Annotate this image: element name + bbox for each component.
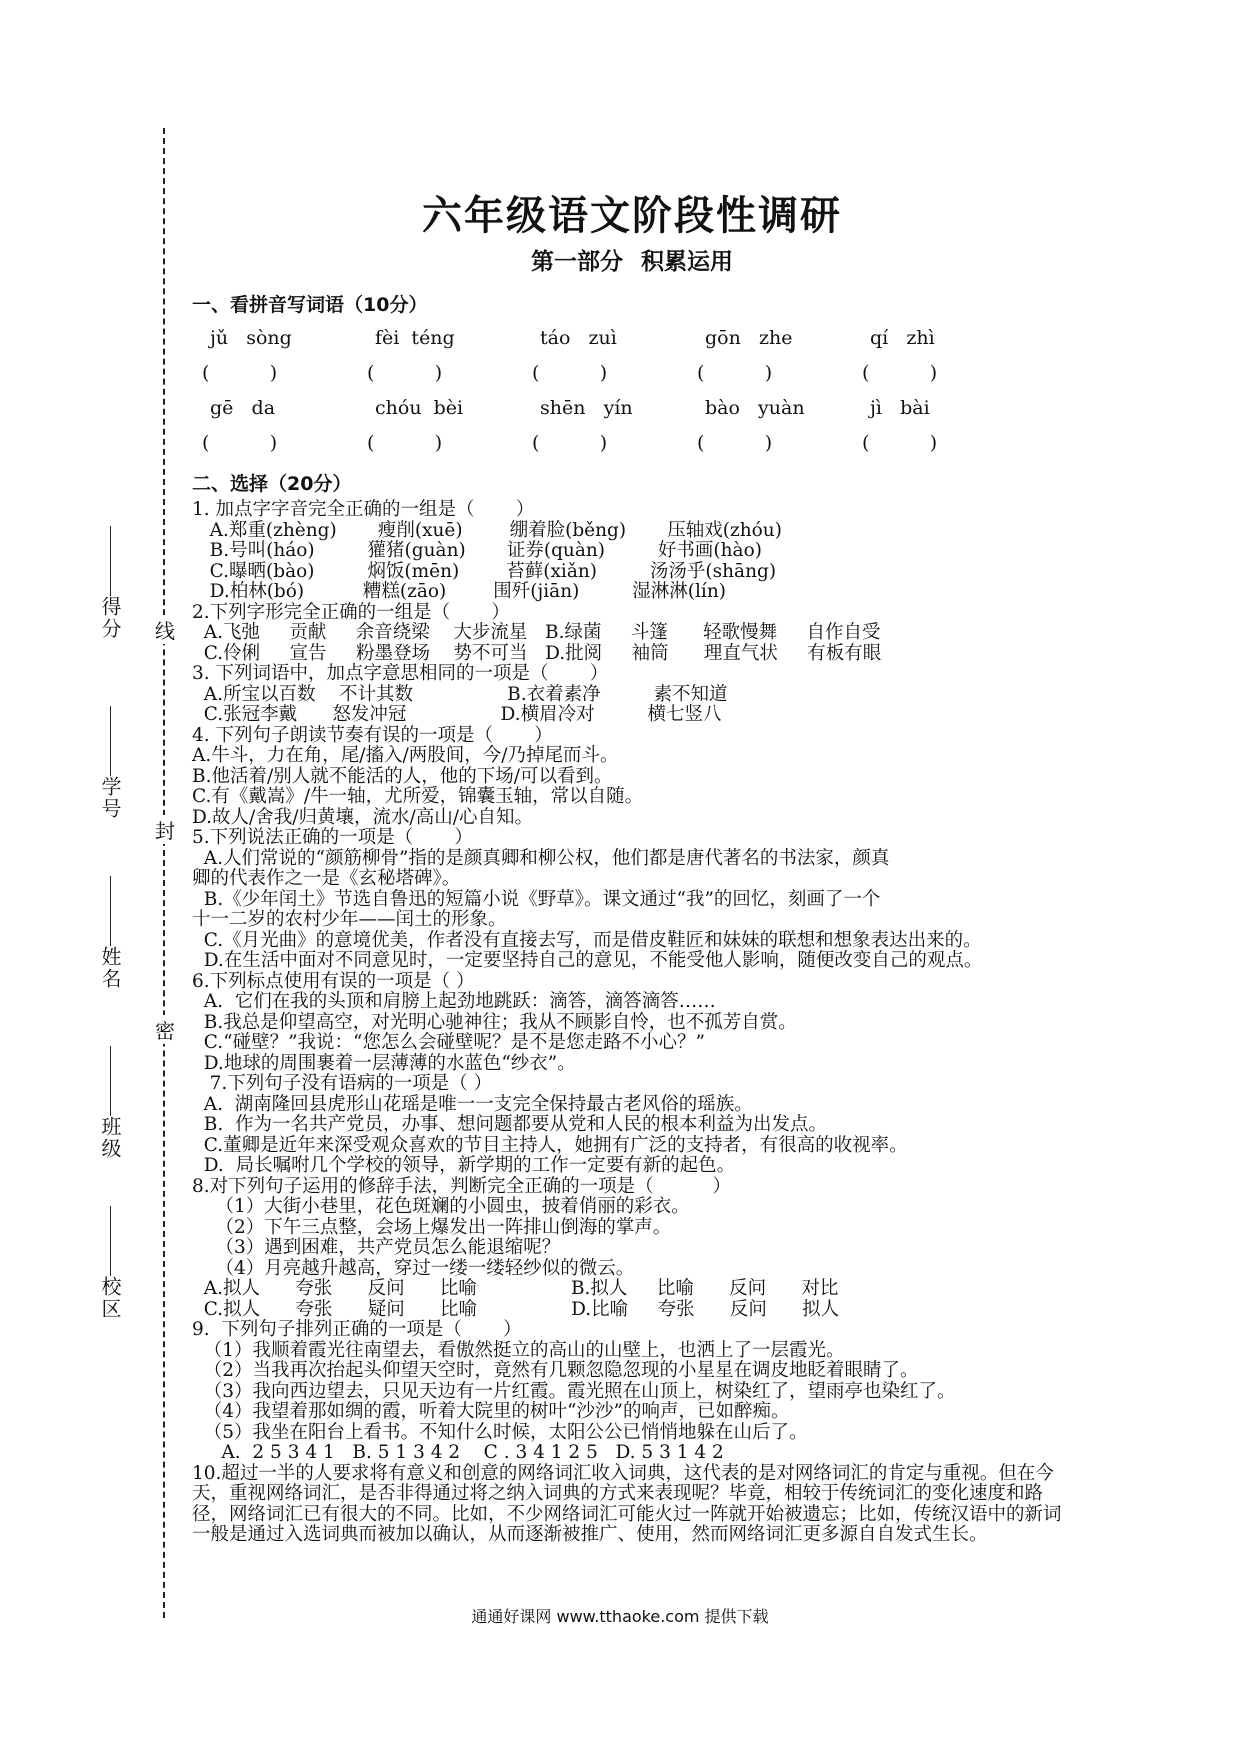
answer-blanks-row-2 xyxy=(192,425,1072,461)
question-line: 5.下列说法正确的一项是（ ） xyxy=(192,827,473,848)
option-line: D.地球的周围裹着一层薄薄的水蓝色“纱衣”。 xyxy=(192,1052,576,1074)
answer-blank[interactable]: ( ) xyxy=(697,432,773,454)
question-line: 4. 下列句子朗读节奏有误的一项是（ ） xyxy=(192,724,553,746)
answer-blank[interactable]: ( ) xyxy=(202,432,278,454)
option-line: B.他活着/别人就不能活的人，他的下场/可以看到。 xyxy=(192,765,613,787)
option-line: （3）遇到困难，共产党员怎么能退缩呢？ xyxy=(192,1237,561,1258)
option-line: A. 湖南隆回县虎形山花瑶是唯一一支完全保持最古老风俗的瑶族。 xyxy=(192,1093,753,1115)
option-line: D.在生活中面对不同意见时，一定要坚持自己的意见，不能受他人影响，随便改变自己的观点。 xyxy=(192,950,983,971)
answer-blank[interactable]: ( ) xyxy=(532,432,608,454)
seal-secret-char: 密 xyxy=(153,1015,177,1044)
pinyin-item: gē da xyxy=(210,397,276,419)
answer-blank[interactable]: ( ) xyxy=(202,362,278,384)
pinyin-item: chóu bèi xyxy=(375,397,464,419)
cut-line xyxy=(163,128,165,1618)
option-line: C.曝晒(bào) 焖饭(mēn) 苔藓(xiǎn) 汤汤乎(shāng) xyxy=(192,560,777,582)
option-line: 卿的代表作之一是《玄秘塔碑》。 xyxy=(192,868,461,889)
option-line: （2）当我再次抬起头仰望天空时，竟然有几颗忽隐忽现的小星星在调皮地眨着眼睛了。 xyxy=(192,1360,919,1381)
option-line: C.“碰壁？”我说：“您怎么会碰壁呢？是不是您走路不小心？” xyxy=(192,1032,705,1053)
download-footer: 通通好课网 www.tthaoke.com 提供下载 xyxy=(471,1607,769,1626)
option-line: C.张冠李戴 怒发冲冠 D.横眉冷对 横七竖八 xyxy=(192,704,722,725)
option-line: （2）下午三点整，会场上爆发出一阵排山倒海的掌声。 xyxy=(192,1216,672,1238)
question-line: 8.对下列句子运用的修辞手法，判断完全正确的一项是（ ） xyxy=(192,1175,731,1197)
option-line: A.飞弛 贡献 余音绕梁 大步流星 B.绿菌 斗篷 轻歌慢舞 自作自受 xyxy=(192,622,881,643)
option-line: A.拟人 夸张 反问 比喻 B.拟人 比喻 反问 对比 xyxy=(192,1278,839,1299)
option-line: C.伶俐 宣告 粉墨登场 势不可当 D.批阅 袖筒 理直气状 有板有眼 xyxy=(192,642,882,664)
option-line: B.《少年闰土》节选自鲁迅的短篇小说《野草》。课文通过“我”的回忆，刻画了一个 xyxy=(192,888,881,910)
option-line: B.号叫(háo) 獾猪(guàn) 证券(quàn) 好书画(hào) xyxy=(192,540,762,561)
option-line: A.郑重(zhèng) 瘦削(xuē) 绷着脸(běng) 压轴戏(zhóu) xyxy=(192,519,782,541)
question-list xyxy=(192,500,1072,1546)
question-line: 9. 下列句子排列正确的一项是（ ） xyxy=(192,1319,522,1340)
option-line: D.故人/舍我/归黄壤，流水/高山/心自知。 xyxy=(192,806,533,828)
student-id-field: 学号 xyxy=(96,700,125,820)
pinyin-item: qí zhì xyxy=(870,327,935,349)
score-field: 得分 xyxy=(96,520,125,640)
answer-blank[interactable]: ( ) xyxy=(532,362,608,384)
option-line: C.董卿是近年来深受观众喜欢的节目主持人，她拥有广泛的支持者，有很高的收视率。 xyxy=(192,1134,908,1156)
option-line: A. 它们在我的头顶和肩膀上起劲地跳跃：滴答，滴答滴答…… xyxy=(192,991,716,1012)
pinyin-item: shēn yín xyxy=(540,397,633,419)
answer-blank[interactable]: ( ) xyxy=(697,362,773,384)
section-1-heading: 一、看拼音写词语（10分） xyxy=(192,294,428,316)
pinyin-item: jì bài xyxy=(870,397,930,419)
option-line: C.有《戴嵩》/牛一轴，尤所爱，锦囊玉轴，常以自随。 xyxy=(192,786,644,807)
option-line: C.《月光曲》的意境优美，作者没有直接去写，而是借皮鞋匠和妹妹的联想和想象表达出来的。 xyxy=(192,929,982,951)
option-line: （4）我望着那如绸的霞，听着大院里的树叶“沙沙”的响声，已如醉痴。 xyxy=(192,1401,790,1422)
question-line: 7.下列句子没有语病的一项是（ ） xyxy=(192,1073,493,1094)
pinyin-row-2 xyxy=(192,391,1072,425)
option-line: B. 作为一名共产党员，办事、想问题都要从党和人民的根本利益为出发点。 xyxy=(192,1114,828,1135)
option-line: （3）我向西边望去，只见天边有一片红霞。霞光照在山顶上，树染红了，望雨亭也染红了。 xyxy=(192,1380,956,1402)
binding-margin xyxy=(0,0,200,1754)
answer-blanks-row-1 xyxy=(192,355,1072,391)
option-line: D.柏林(bó) 糟糕(zāo) 围歼(jiān) 湿淋淋(lín) xyxy=(192,581,726,602)
seal-seal-char: 封 xyxy=(153,815,177,844)
answer-blank[interactable]: ( ) xyxy=(862,432,938,454)
pinyin-item: bào yuàn xyxy=(705,397,805,419)
option-line: D. 局长嘱咐几个学校的领导，新学期的工作一定要有新的起色。 xyxy=(192,1155,736,1176)
seal-line-char: 线 xyxy=(153,615,177,644)
question-line: 3. 下列词语中，加点字意思相同的一项是（ ） xyxy=(192,663,609,684)
pinyin-row-1 xyxy=(192,321,1072,355)
part-heading: 第一部分 积累运用 xyxy=(530,249,733,275)
exam-body xyxy=(192,170,1072,1546)
question-line: 1. 加点字字音完全正确的一组是（ ） xyxy=(192,499,535,520)
pinyin-item: fèi téng xyxy=(375,327,455,349)
section-2-heading: 二、选择（20分） xyxy=(192,473,352,495)
pinyin-item: gōn zhe xyxy=(705,327,793,349)
page-title: 六年级语文阶段性调研 xyxy=(422,193,842,239)
option-line: （5）我坐在阳台上看书。不知什么时候，太阳公公已悄悄地躲在山后了。 xyxy=(192,1421,808,1443)
option-line: A.人们常说的“颜筋柳骨”指的是颜真卿和柳公权，他们都是唐代著名的书法家，颜真 xyxy=(192,847,890,869)
question-line: 2.下列字形完全正确的一组是（ ） xyxy=(192,601,510,623)
question-10-passage: 10.超过一半的人要求将有意义和创意的网络词汇收入词典，这代表的是对网络词汇的肯定与重视。但在今天，重视网络词汇，是否非得通过将之纳入词典的方式来表现呢？毕竟，相较于传统词汇的变化速度和路径，网络词汇已有很大的不同。比如，不少网络词汇可能火过一阵就开始被遗忘；比如，传统汉语中的新词一般是通过入选词典而被加以确认，从而逐渐被推广、使用，然而网络词汇更多源自自发式生长。 xyxy=(192,1462,1062,1545)
pinyin-item: jǔ sòng xyxy=(210,327,292,349)
option-line: 十一二岁的农村少年——闰土的形象。 xyxy=(192,909,507,930)
class-field: 班级 xyxy=(96,1040,125,1160)
option-line: A. 2 5 3 4 1 B. 5 1 3 4 2 C . 3 4 1 2 5 D. 5 3 1 4 2 xyxy=(192,1442,724,1463)
option-line: C.拟人 夸张 疑问 比喻 D.比喻 夸张 反问 拟人 xyxy=(192,1298,840,1320)
option-line: （1）大街小巷里，花色斑斓的小圆虫，披着俏丽的彩衣。 xyxy=(192,1196,690,1217)
option-line: （4）月亮越升越高，穿过一缕一缕轻纱似的微云。 xyxy=(192,1257,635,1279)
option-line: B.我总是仰望高空，对光明心驰神往；我从不顾影自怜，也不孤芳自赏。 xyxy=(192,1011,797,1033)
option-line: A.牛斗，力在角，尾/搐入/两股间，今/乃掉尾而斗。 xyxy=(192,745,619,766)
answer-blank[interactable]: ( ) xyxy=(367,362,443,384)
campus-field: 校区 xyxy=(96,1200,125,1320)
question-line: 6.下列标点使用有误的一项是（ ） xyxy=(192,970,475,992)
pinyin-item: táo zuì xyxy=(540,327,617,349)
answer-blank[interactable]: ( ) xyxy=(862,362,938,384)
option-line: A.所宝以百数 不计其数 B.衣着素净 素不知道 xyxy=(192,683,728,705)
option-line: （1）我顺着霞光往南望去，看傲然挺立的高山的山壁上，也洒上了一层霞光。 xyxy=(192,1339,845,1361)
name-field: 姓名 xyxy=(96,870,125,990)
answer-blank[interactable]: ( ) xyxy=(367,432,443,454)
